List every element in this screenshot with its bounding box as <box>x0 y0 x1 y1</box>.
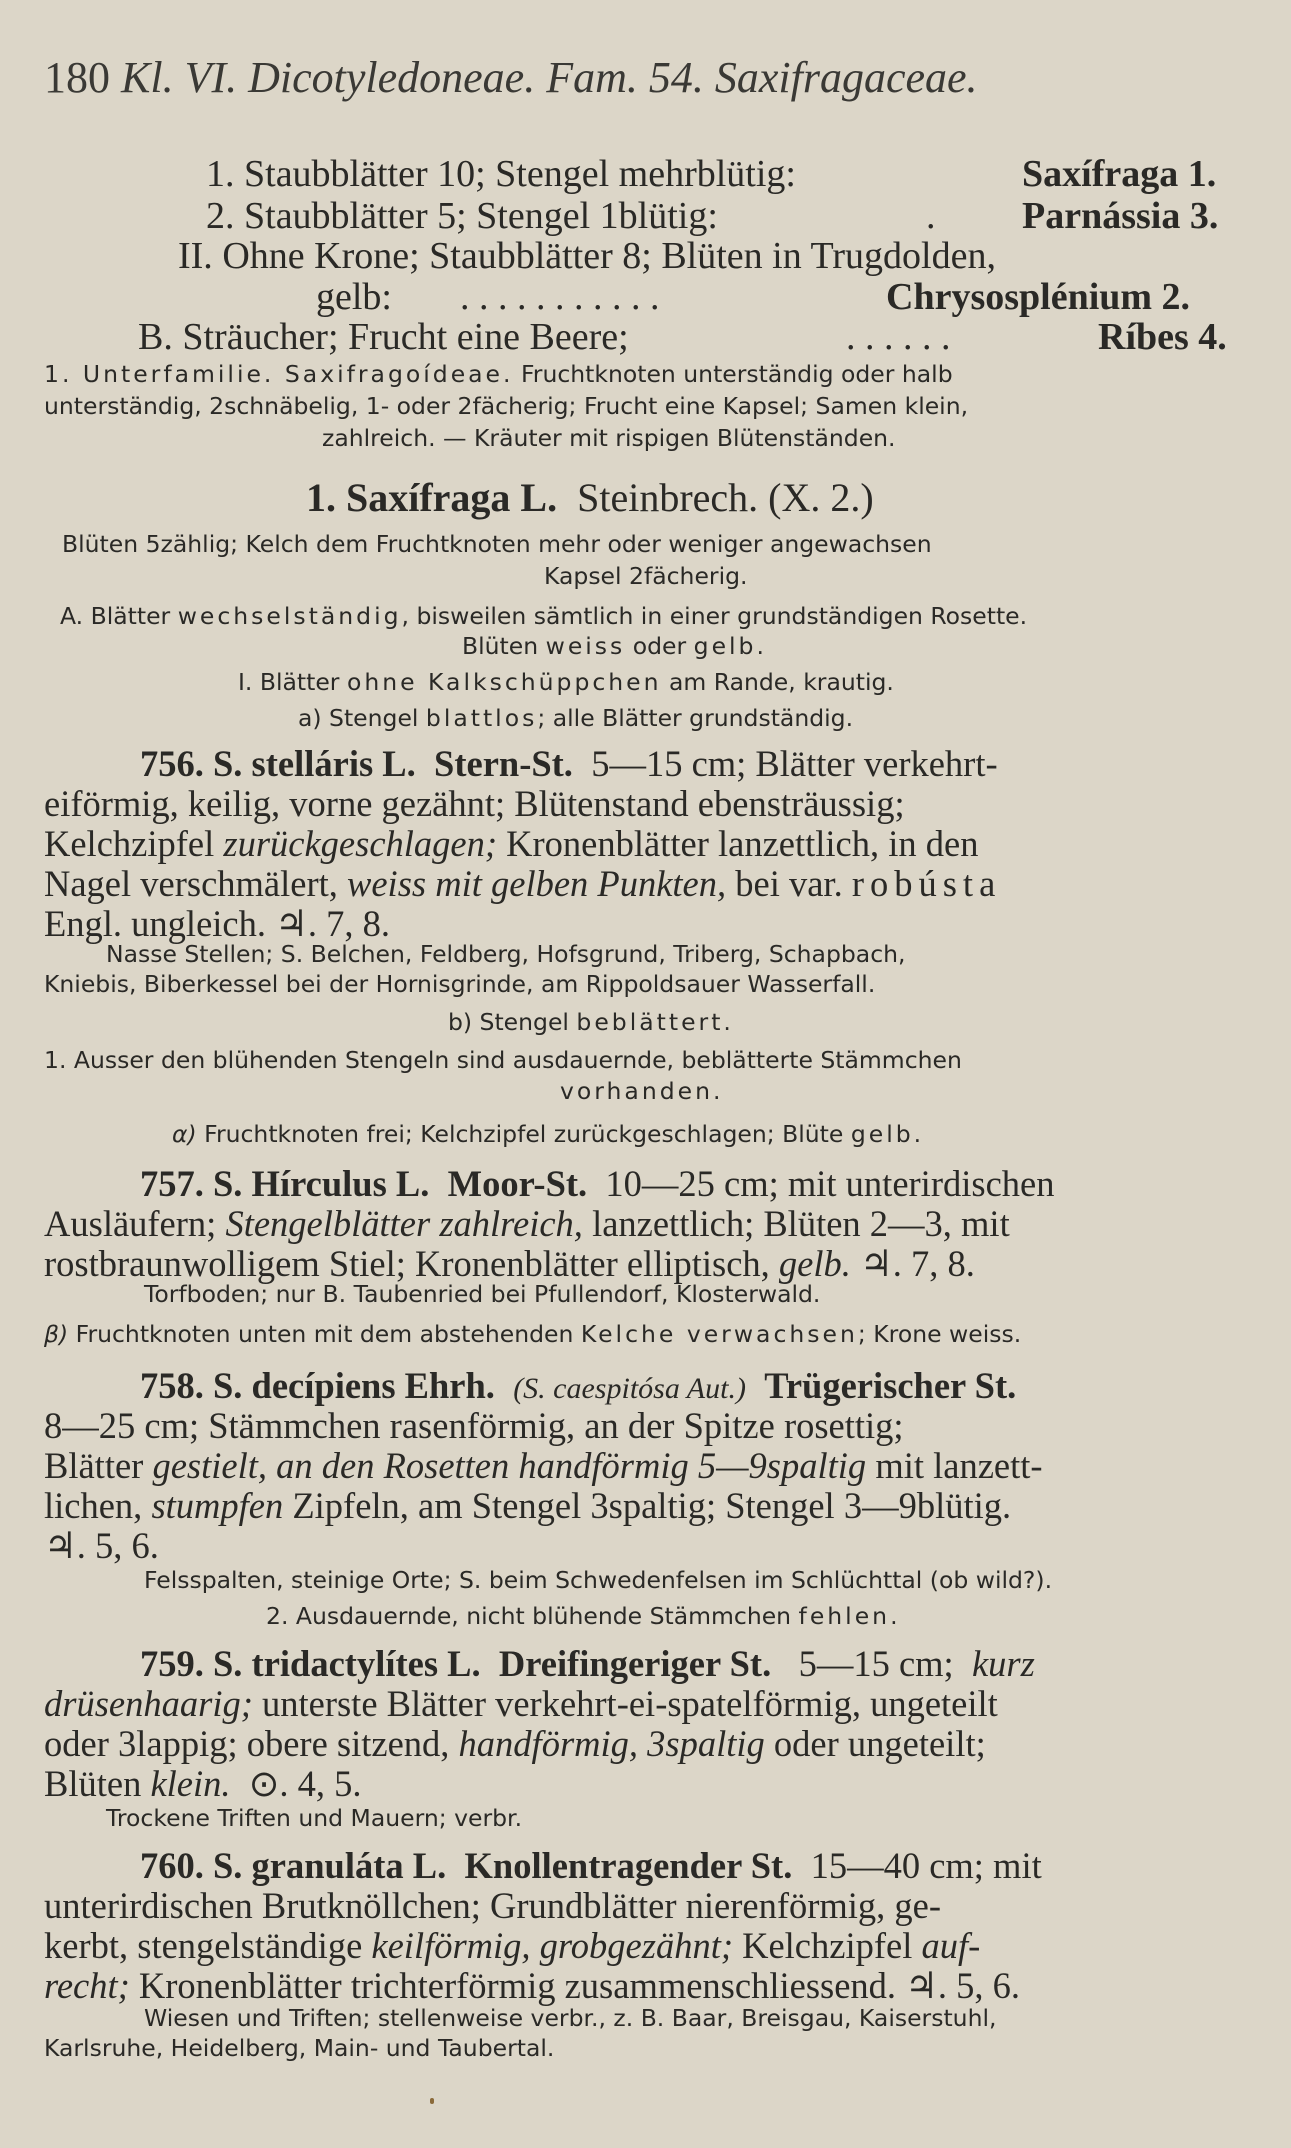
species-757-line-2: Ausläufern; Stengelblätter zahlreich, lanzettlich; Blüten 2—3, mit <box>44 1203 1010 1244</box>
key-alpha-line: α) Fruchtknoten frei; Kelchzipfel zurückgeschlagen; Blüte gelb. <box>172 1120 922 1148</box>
key-1-line-1: 1. Ausser den blühenden Stengeln sind ausdauernde, beblätterte Stämmchen <box>44 1046 962 1074</box>
key-b-line: b) Stengel beblättert. <box>448 1008 731 1036</box>
species-760-line-2: unterirdischen Brutknöllchen; Grundblätter nierenförmig, ge- <box>44 1885 942 1926</box>
key-dots-4: . . . . . . <box>846 316 951 358</box>
key-dots-3: . . . . . . . . . . . <box>460 276 660 318</box>
species-756-habitat-1: Nasse Stellen; S. Belchen, Feldberg, Hofsgrund, Triberg, Schapbach, <box>106 940 906 968</box>
key-a-line-2: Blüten weiss oder gelb. <box>462 632 764 660</box>
key-line-2: 2. Staubblätter 5; Stengel 1blütig: <box>206 195 718 237</box>
key-line-3-cont: gelb: <box>316 276 392 318</box>
key-genus-3: Chrysosplénium 2. <box>886 276 1191 318</box>
species-758-line-3: Blätter gestielt, an den Rosetten handförmig 5—9spaltig mit lanzett- <box>44 1445 1043 1486</box>
species-759-line-1: 759. S. tridactylítes L. Dreifingeriger St. 5—15 cm; kurz <box>140 1643 1035 1684</box>
key-line-1 <box>206 152 796 196</box>
species-760-habitat-2: Karlsruhe, Heidelberg, Main- und Taubertal. <box>44 2034 555 2062</box>
species-757-line-1: 757. S. Hírculus L. Moor-St. 10—25 cm; mit unterirdischen <box>140 1163 1055 1204</box>
key-1-line-2: vorhanden. <box>560 1077 724 1105</box>
species-758-line-4: lichen, stumpfen Zipfeln, am Stengel 3spaltig; Stengel 3—9blütig. <box>44 1485 1012 1526</box>
species-757-habitat: Torfboden; nur B. Taubenried bei Pfullendorf, Klosterwald. <box>144 1280 821 1308</box>
key-2-line: 2. Ausdauernde, nicht blühende Stämmchen fehlen. <box>266 1602 898 1630</box>
species-759-line-2: drüsenhaarig; unterste Blätter verkehrt-ei-spatelförmig, ungeteilt <box>44 1683 998 1724</box>
species-758-line-5: ♃. 5, 6. <box>44 1525 159 1566</box>
running-header <box>44 52 978 103</box>
key-dots-2: . <box>926 195 936 237</box>
key-i-line: I. Blätter ohne Kalkschüppchen am Rande, krautig. <box>238 668 894 696</box>
species-758-habitat: Felsspalten, steinige Orte; S. beim Schwedenfelsen im Schlüchttal (ob wild?). <box>144 1566 1053 1594</box>
species-756-line-4: Nagel verschmälert, weiss mit gelben Punkten, bei var. robústa <box>44 863 1002 904</box>
subfamily-line-1: 1. Unterfamilie. Saxifragoídeae. Fruchtknoten unterständig oder halb <box>44 360 953 388</box>
species-756-line-1: 756. S. stelláris L. Stern-St. 5—15 cm; Blätter verkehrt- <box>140 743 998 784</box>
key-line-3: II. Ohne Krone; Staubblätter 8; Blüten in Trugdolden, <box>178 235 996 277</box>
key-a-sub-line: a) Stengel blattlos; alle Blätter grundständig. <box>298 704 854 732</box>
genus-desc-2: Kapsel 2fächerig. <box>544 562 748 590</box>
genus-title: 1. Saxífraga L. Steinbrech. (X. 2.) <box>306 475 874 520</box>
species-758-line-1: 758. S. decípiens Ehrh. (S. caespitósa Aut.) Trügerischer St. <box>140 1365 1017 1406</box>
species-759-line-4: Blüten klein. ⊙. 4, 5. <box>44 1763 362 1804</box>
subfamily-line-3: zahlreich. — Kräuter mit rispigen Blütenständen. <box>322 424 896 452</box>
species-759-habitat: Trockene Triften und Mauern; verbr. <box>106 1804 523 1832</box>
ink-speck <box>430 2098 434 2104</box>
key-genus-1: Saxífraga 1. <box>1022 153 1217 195</box>
species-759-line-3: oder 3lappig; obere sitzend, handförmig, 3spaltig oder ungeteilt; <box>44 1723 986 1764</box>
species-757-line-3: rostbraunwolligem Stiel; Kronenblätter elliptisch, gelb. ♃. 7, 8. <box>44 1243 975 1284</box>
key-line-4: B. Sträucher; Frucht eine Beere; <box>138 316 629 358</box>
key-a-line-1: A. Blätter wechselständig, bisweilen sämtlich in einer grundständigen Rosette. <box>60 602 1028 630</box>
running-title: Kl. VI. Dicotyledoneae. Fam. 54. Saxifragaceae. <box>121 53 978 102</box>
species-758-line-2: 8—25 cm; Stämmchen rasenförmig, an der Spitze rosettig; <box>44 1405 904 1446</box>
species-756-line-5: Engl. ungleich. ♃. 7, 8. <box>44 903 390 944</box>
species-756-line-2: eiförmig, keilig, vorne gezähnt; Blütenstand ebensträussig; <box>44 783 905 824</box>
species-760-line-3: kerbt, stengelständige keilförmig, grobgezähnt; Kelchzipfel auf- <box>44 1925 981 1966</box>
species-760-line-1: 760. S. granuláta L. Knollentragender St. 15—40 cm; mit <box>140 1845 1042 1886</box>
key-number: 1. <box>206 153 235 195</box>
key-text: Staubblätter 10; Stengel mehrblütig: <box>244 153 796 195</box>
species-760-line-4: recht; Kronenblätter trichterförmig zusammenschliessend. ♃. 5, 6. <box>44 1965 1021 2006</box>
subfamily-line-2: unterständig, 2schnäbelig, 1- oder 2fächerig; Frucht eine Kapsel; Samen klein, <box>44 392 969 420</box>
species-760-habitat-1: Wiesen und Triften; stellenweise verbr., z. B. Baar, Breisgau, Kaiserstuhl, <box>144 2004 997 2032</box>
species-756-line-3: Kelchzipfel zurückgeschlagen; Kronenblätter lanzettlich, in den <box>44 823 979 864</box>
species-756-habitat-2: Kniebis, Biberkessel bei der Hornisgrinde, am Rippoldsauer Wasserfall. <box>44 970 876 998</box>
page-number: 180 <box>44 53 110 102</box>
key-genus-4: Ríbes 4. <box>1098 316 1227 358</box>
key-beta-line: β) Fruchtknoten unten mit dem abstehenden Kelche verwachsen; Krone weiss. <box>44 1320 1022 1348</box>
genus-desc-1: Blüten 5zählig; Kelch dem Fruchtknoten mehr oder weniger angewachsen <box>62 530 932 558</box>
key-genus-2: Parnássia 3. <box>1022 195 1219 237</box>
annual-symbol: ⊙. <box>248 1763 289 1804</box>
